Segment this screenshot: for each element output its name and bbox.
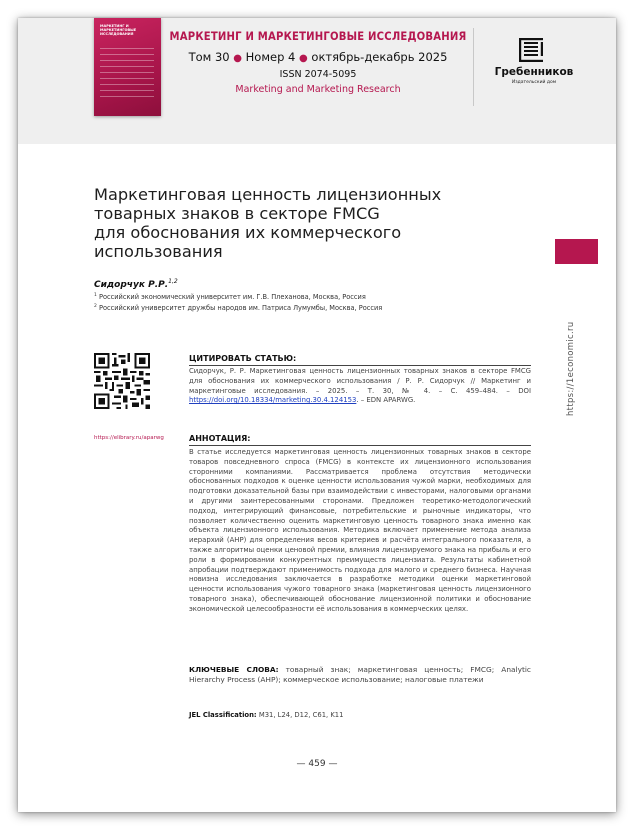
cover-title: МАРКЕТИНГ И МАРКЕТИНГОВЫЕ ИССЛЕДОВАНИЯ <box>100 24 137 37</box>
author: Сидорчук Р.Р.$^{1,2}$ <box>94 278 178 290</box>
side-url[interactable]: https://1economic.ru <box>566 321 576 416</box>
keywords: КЛЮЧЕВЫЕ СЛОВА: товарный знак; маркетинговая ценность; FMCG; Analytic Hierarchy Process (AHP); коммерческое использование; налоговые платежи <box>189 665 531 684</box>
cite-heading: ЦИТИРОВАТЬ СТАТЬЮ: <box>189 354 297 363</box>
affiliation: $^1$ Российский экономический университет им. Г.В. Плеханова, Москва, Россия <box>94 293 366 302</box>
journal-name-en: Marketing and Marketing Research <box>235 84 401 95</box>
abstract-text: В статье исследуется маркетинговая ценность лицензионных товарных знаков в секторе товаров повседневного спроса (FMCG) в контексте их лицензионного использования сторонними компаниями. Рассматривается проблема отсутствия методически обоснованных подходов к оценке ценности использования чужой марки, необходимых для подготовки доказательной базы при взаимодействии с инвесторами, налоговыми органами и другими заинтересованными сторонами. Предложен теоретико-методологический подход, интегрирующий финансовые, потребительские и рыночные индикаторы, что позволяет количественно оценить маркетинговую ценность товарного знака именно как объекта лицензионного использования. Методика включает применение метода анализа иерархий (AHP) для определения весов критериев и расчёта интегрального показателя, а также алгоритмы оценки ценовой премии, влияния лицензируемого знака на прибыль и его роли в формировании конкурентных преимуществ лицензиата. Результаты кабинетной апробации подтверждают применимость подхода для малого и среднего бизнеса. Научная новизна исследования заключается в разработке методики оценки маркетинговой ценности использования чужого товарного знака (маркетинговая ценность лицензионного товарного знака), обеспечивающей обоснование лицензионной политики и обоснование экономической целесообразности её использования в коммерческих целях. <box>189 448 531 613</box>
publisher-subtitle: Издательский дом <box>511 80 557 85</box>
doi-link[interactable]: https://doi.org/10.18334/marketing.30.4.124153 <box>189 396 357 405</box>
issue-number: Номер 4 <box>245 50 296 64</box>
qr-link[interactable]: https://elibrary.ru/aparwg <box>94 435 164 441</box>
article-page <box>18 18 616 812</box>
issn: ISSN 2074-5095 <box>279 69 357 80</box>
bullet-icon: ● <box>233 53 242 64</box>
cite-divider <box>189 365 531 366</box>
bullet-icon: ● <box>299 53 308 64</box>
accent-tab <box>555 239 598 264</box>
publisher-logo-icon <box>516 38 546 62</box>
journal-cover-image <box>94 18 161 116</box>
journal-name: МАРКЕТИНГ И МАРКЕТИНГОВЫЕ ИССЛЕДОВАНИЯ <box>169 30 467 43</box>
publisher-name: Гребенников <box>494 66 574 78</box>
page-number: — 459 — <box>296 759 338 769</box>
journal-header <box>18 18 616 144</box>
volume: Том 30 <box>188 50 230 64</box>
abstract-heading: АННОТАЦИЯ: <box>189 434 251 443</box>
jel-classification: JEL Classification: M31, L24, D12, C61, K11 <box>189 711 344 719</box>
cite-text: Сидорчук, Р. Р. Маркетинговая ценность лицензионных товарных знаков в секторе FMCG для обоснования их коммерческого использования / Р. Р. Сидорчук // Маркетинг и маркетинговые исследования. – 2025. – Т. 30, № 4. – С. 459–484. – DOI https://doi.org/10.18334/marketing.30.4.124153. – EDN APARWG. <box>189 367 531 405</box>
issue-period: октябрь-декабрь 2025 <box>311 50 448 64</box>
header-divider <box>473 28 474 106</box>
affiliation: $^2$ Российский университет дружбы народов им. Патриса Лумумбы, Москва, Россия <box>94 304 383 313</box>
issue-info <box>168 50 468 64</box>
article-title: Маркетинговая ценность лицензионных товарных знаков в секторе FMCG для обоснования их коммерческого использования <box>94 185 442 261</box>
qr-code-icon[interactable] <box>94 353 150 409</box>
abstract-divider <box>189 445 531 446</box>
